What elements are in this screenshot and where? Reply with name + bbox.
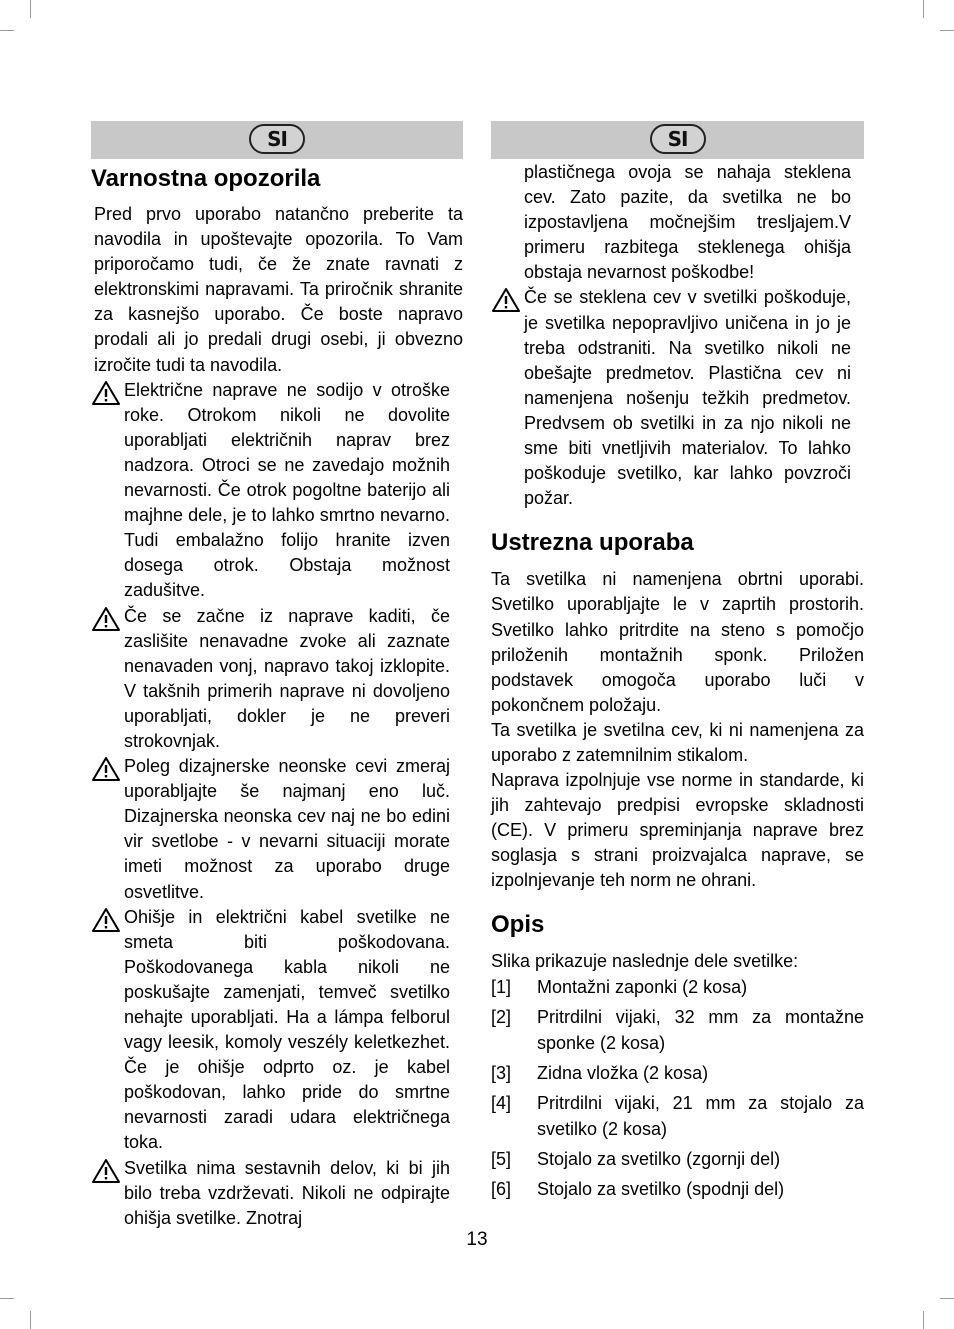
- warning-triangle-icon: [91, 1158, 121, 1184]
- part-text: Zidna vložka (2 kosa): [537, 1062, 709, 1083]
- list-item: [491, 974, 864, 1000]
- part-number: [1]: [491, 976, 512, 997]
- section-heading-description: Opis: [491, 910, 545, 938]
- section-heading-safety: Varnostna opozorila: [91, 165, 321, 192]
- warning-text: Poleg dizajnerske neonske cevi zmeraj uporabljajte še najmanj eno luč. Dizajnerska neonska cev naj ne bo edini vir svetlobe - v nevarni situaciji morate imeti možnost za uporabo druge osvetlitve.: [124, 756, 450, 902]
- part-text: Pritrdilni vijaki, 32 mm za montažne sponke (2 kosa): [537, 1006, 864, 1053]
- crop-mark: [923, 0, 924, 18]
- usage-paragraph: Naprava izpolnjuje vse norme in standarde, ki jih zahtevajo predpisi evropske skladnosti (CE). V primeru spreminjanja naprave brez soglasja s strani proizvajalca naprave, se izpolnjevanje teh norm ne ohrani.: [491, 770, 864, 891]
- intro-paragraph: Pred prvo uporabo natančno preberite ta navodila in upoštevajte opozorila. To Vam priporočamo tudi, če že znate ravnati z elektronskimi napravami. Ta priročnik shranite za kasnejšo uporabo. Če boste napravo prodali ali jo predali drugi osebi, ji obvezno izročite tudi ta navodila.: [94, 204, 463, 375]
- description-intro: Slika prikazuje naslednje dele svetilke:: [491, 950, 799, 971]
- part-number: [4]: [491, 1092, 512, 1113]
- warning-triangle-icon: [91, 380, 121, 406]
- part-number: [2]: [491, 1006, 512, 1027]
- crop-mark: [923, 1311, 924, 1329]
- crop-mark: [30, 0, 31, 18]
- warning-text: Če se začne iz naprave kaditi, če zaslišite nenavadne zvoke ali zaznate nenavaden vonj, napravo takoj izklopite. V takšnih primerih naprave ni dovoljeno uporabljati, dokler je ne preveri strokovnjak.: [124, 605, 450, 751]
- part-text: Stojalo za svetilko (spodnji del): [537, 1178, 785, 1199]
- left-column: [91, 121, 463, 1231]
- part-number: [3]: [491, 1062, 512, 1083]
- warning-text: Električne naprave ne sodijo v otroške roke. Otrokom nikoli ne dovolite uporabljati električnih naprav brez nadzora. Otroci se ne zavedajo možnih nevarnosti. Če otrok pogoltne baterijo ali majhne dele, je to lahko smrtno nevarno. Tudi embalažno folijo hranite izven dosega otrok. Obstaja možnost zadušitve.: [124, 379, 450, 601]
- warning-triangle-icon: [91, 606, 121, 632]
- part-text: Pritrdilni vijaki, 21 mm za stojalo za svetilko (2 kosa): [537, 1092, 864, 1139]
- language-badge: SI: [249, 124, 305, 154]
- usage-paragraph: Ta svetilka je svetilna cev, ki ni namenjena za uporabo z zatemnilnim stikalom.: [491, 719, 864, 765]
- list-item: [491, 1060, 864, 1086]
- crop-mark: [30, 1311, 31, 1329]
- continuation-paragraph: plastičnega ovoja se nahaja steklena cev. Zato pazite, da svetilka ne bo izpostavljena močnejšim tresljajem.V primeru razbitega steklenega ohišja obstaja nevarnost poškodbe!: [524, 162, 851, 283]
- crop-mark: [940, 30, 954, 31]
- part-number: [5]: [491, 1148, 512, 1169]
- warning-text: Ohišje in električni kabel svetilke ne smeta biti poškodovana. Poškodovanega kabla nikoli ne poskušajte zamenjati, temveč svetilko nehajte uporabljati. Ha a lámpa felborul vagy leesik, komoly veszély keletkezhet. Če je ohišje odprto oz. je kabel poškodovan, lahko pride do smrtne nevarnosti zaradi udara električnega toka.: [124, 906, 450, 1153]
- crop-mark: [940, 1298, 954, 1299]
- warning-triangle-icon: [91, 907, 121, 933]
- language-badge: SI: [650, 124, 706, 154]
- page-number: 13: [466, 1229, 488, 1250]
- language-header-bar: [91, 121, 463, 159]
- warning-text: Če se steklena cev v svetilki poškoduje, je svetilka nepopravljivo uničena in jo je treba odstraniti. Na svetilko nikoli ne obešajte predmetov. Plastična cev ni namenjena nošenju težkih predmetov. Predvsem ob svetilki in za njo nikoli ne sme biti vnetljivih materialov. To lahko poškoduje svetilko, kar lahko povzroči požar.: [524, 287, 851, 509]
- list-item: [491, 1176, 864, 1202]
- warning-triangle-icon: [91, 756, 121, 782]
- warning-triangle-icon: [491, 287, 521, 313]
- list-item: [491, 1004, 864, 1056]
- part-number: [6]: [491, 1178, 512, 1199]
- list-item: [491, 1090, 864, 1142]
- section-heading-usage: Ustrezna uporaba: [491, 529, 694, 557]
- warning-item: [91, 378, 463, 604]
- warning-item: [91, 1156, 463, 1231]
- warning-item: [491, 285, 864, 511]
- language-header-bar: [491, 121, 864, 159]
- warning-item: [91, 604, 463, 755]
- part-text: Montažni zaponki (2 kosa): [537, 976, 748, 997]
- warning-item: [91, 905, 463, 1156]
- crop-mark: [0, 1298, 14, 1299]
- warning-text: Svetilka nima sestavnih delov, ki bi jih bilo treba vzdrževati. Nikoli ne odpirajte ohišja svetilke. Znotraj: [124, 1157, 450, 1228]
- usage-paragraph: Ta svetilka ni namenjena obrtni uporabi. Svetilko uporabljajte le v zaprtih prostorih. Svetilko lahko pritrdite na steno s pomočjo priloženih montažnih sponk. Priložen podstavek omogoča uporabo luči v pokončnem položaju.: [491, 569, 864, 715]
- parts-list: [491, 974, 864, 1202]
- crop-mark: [0, 30, 14, 31]
- right-column: [491, 121, 864, 1206]
- part-text: Stojalo za svetilko (zgornji del): [537, 1148, 781, 1169]
- warning-item: [91, 754, 463, 905]
- list-item: [491, 1146, 864, 1172]
